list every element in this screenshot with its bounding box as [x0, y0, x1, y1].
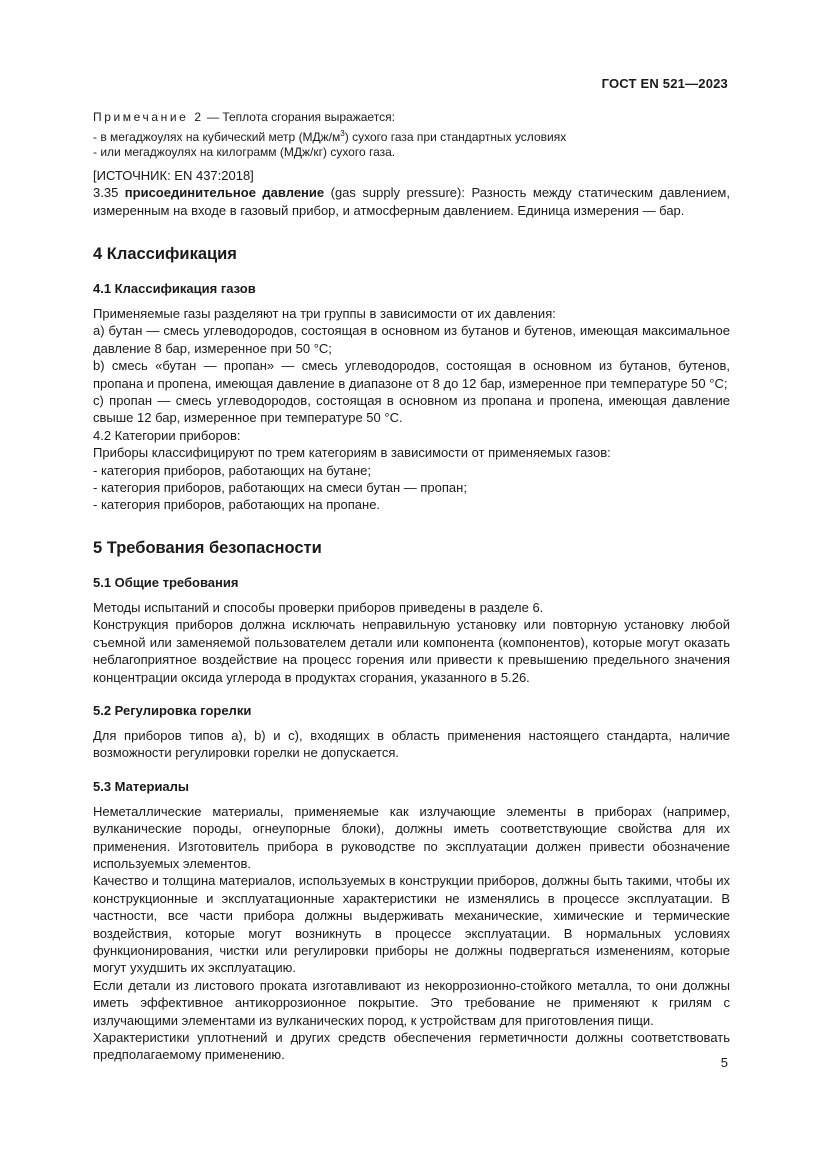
note-2-line-1 [93, 126, 730, 146]
section-5-1-para-1: Методы испытаний и способы проверки приборов приведены в разделе 6. [93, 599, 544, 615]
definition-term: присоединительное давление [124, 185, 325, 201]
gas-group-c: с) пропан — смесь углеводородов, состоящая в основном из пропана и пропена, имеющая давление свыше 12 бар, измеренное при температуре 50 °С. [93, 393, 730, 426]
page-number: 5 [720, 1055, 728, 1070]
section-4-title: 4 Классификация [93, 245, 237, 263]
section-4-2-title: 4.2 Категории приборов: [93, 427, 241, 443]
section-5-title: 5 Требования безопасности [93, 538, 322, 557]
gas-group-b: b) смесь «бутан — пропан» — смесь углеводородов, состоящая в основном из бутанов, бутенов, пропана и пропена, имеющая давление в диапазоне от 8 до 12 бар, измеренное при температуре 50 °С; [93, 358, 730, 391]
section-5-3-para-1: Неметаллические материалы, применяемые как излучающие элементы в приборах (например, вулканические породы, огнеупорные блоки), должны иметь соответствующие свойства для их применения. Изготовитель прибора в руководстве по эксплуатации должен привести обозначение используемых элементов. [93, 803, 730, 871]
definition-number: 3.35 [93, 185, 125, 201]
note-line-1-sup: 3 [340, 128, 345, 138]
note-2-heading [93, 110, 730, 126]
section-5-3-para-2: Качество и толщина материалов, используемых в конструкции приборов, должны быть такими, чтобы их конструкционные и эксплуатационные характеристики не изменялись в процессе эксплуатации. В частности, все части прибора должны выдерживать механические, химические и термические воздействия, которые могут возникнуть в процессе эксплуатации. В нормальных условиях функционирования, чистки или регулировки приборы не должны подвергаться изменениям, которые могут ухудшить их эксплуатацию. [93, 873, 730, 976]
section-4-1-intro: Применяемые газы разделяют на три группы в зависимости от их давления: [93, 306, 556, 321]
section-4-1-title: 4.1 Классификация газов [93, 281, 256, 296]
category-3: - категория приборов, работающих на пропане. [93, 497, 381, 513]
note-line-1-pre: - в мегаджоулях на кубический метр (МДж/м [93, 129, 341, 144]
section-5-1-para-2: Конструкция приборов должна исключать неправильную установку или повторную установку любой съемной или заменяемой пользователем детали или компонента (компонентов), которые могут оказать неблагоприятное воздействие на процесс горения или привести к превышению предельного значения концентрации оксида углерода в продуктах сгорания, указанного в 5.26. [93, 617, 730, 685]
section-5-2-para-1: Для приборов типов а), b) и с), входящих в область применения настоящего стандарта, наличие возможности регулировки горелки не допускается. [93, 727, 730, 761]
note-2 [93, 110, 730, 161]
definition-3-35 [93, 184, 730, 219]
note-text: — Теплота сгорания выражается: [203, 110, 395, 124]
note-line-1-post: ) сухого газа при стандартных условиях [344, 129, 567, 144]
page-content [93, 110, 730, 1064]
section-5-3-para-4: Характеристики уплотнений и других средств обеспечения герметичности должны соответствовать предполагаемому применению. [93, 1030, 730, 1063]
definition-text: (gas supply pressure): Разность между статическим давлением, измеренным на входе в газовый прибор, и атмосферным давлением. Единица измерения — бар. [93, 185, 730, 218]
category-2: - категория приборов, работающих на смеси бутан — пропан; [93, 480, 467, 496]
note-label: Примечание 2 [93, 110, 204, 124]
category-1: - категория приборов, работающих на бутане; [93, 462, 371, 478]
section-4-2-intro: Приборы классифицируют по трем категориям в зависимости от применяемых газов: [93, 445, 611, 461]
section-5-3-title: 5.3 Материалы [93, 778, 190, 794]
note-2-line-2: - или мегаджоулях на килограмм (МДж/кг) сухого газа. [93, 145, 396, 160]
source-reference: [ИСТОЧНИК: EN 437:2018] [93, 167, 254, 183]
gas-group-a: а) бутан — смесь углеводородов, состоящая в основном из бутанов и бутенов, имеющая максимальное давление 8 бар, измеренное при 50 °С; [93, 323, 730, 356]
section-5-2-title: 5.2 Регулировка горелки [93, 702, 252, 718]
section-5-3-para-3: Если детали из листового проката изготавливают из некоррозионно-стойкого металла, то они должны иметь эффективное антикоррозионное покрытие. Это требование не применяют к грилям с излучающими элементами из вулканических пород, к устройствам для приготовления пищи. [93, 977, 730, 1028]
section-5-1-title: 5.1 Общие требования [93, 574, 239, 590]
document-header: ГОСТ EN 521—2023 [601, 76, 728, 91]
